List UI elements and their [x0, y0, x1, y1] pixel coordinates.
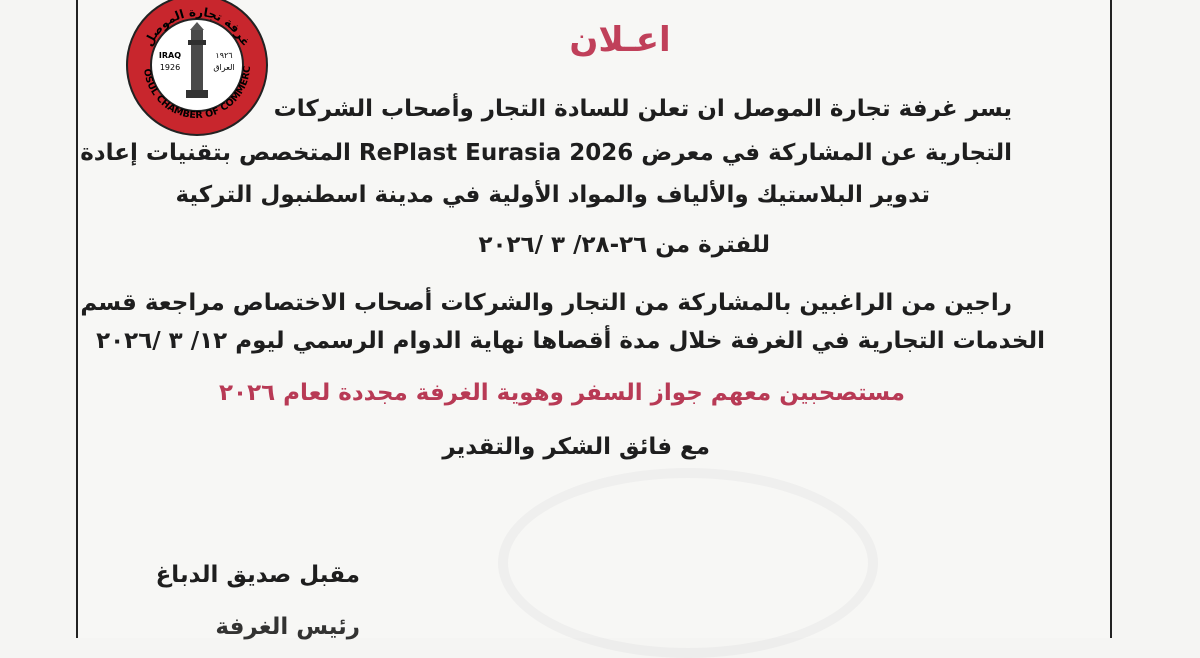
- logo-ring-text: OSUL CHAMBER OF COMMERC: [141, 65, 254, 122]
- logo-year-arabic: ١٩٢٦: [215, 51, 233, 60]
- signature-name: مقبل صديق الدباغ: [155, 562, 360, 588]
- logo-year-label: 1926: [159, 63, 181, 72]
- logo-top-text: غرفة تجارة الموصل: [141, 4, 253, 49]
- requirement-line: مستصحبين معهم جواز السفر وهوية الغرفة مجددة لعام ٢٠٢٦: [219, 380, 905, 406]
- paragraph1-line1: يسر غرفة تجارة الموصل ان تعلن للسادة التجار وأصحاب الشركات: [273, 96, 1012, 122]
- closing-line: مع فائق الشكر والتقدير: [442, 434, 710, 460]
- paragraph2-line1: راجين من الراغبين بالمشاركة من التجار والشركات أصحاب الاختصاص مراجعة قسم: [80, 290, 1012, 316]
- notice-title: اعـلان: [569, 20, 671, 60]
- paragraph1-line2: التجارية عن المشاركة في معرض RePlast Eurasia 2026 المتخصص بتقنيات إعادة: [80, 140, 1012, 166]
- logo-iraq-label: IRAQ: [158, 51, 182, 60]
- logo-country-arabic: العراق: [213, 63, 235, 72]
- mosul-chamber-logo: [124, 0, 270, 138]
- signature-title: رئيس الغرفة: [215, 614, 360, 640]
- period-line: للفترة من ٢٦-٢٨/ ٣ /٢٠٢٦: [478, 232, 770, 258]
- paragraph2-line2: الخدمات التجارية في الغرفة خلال مدة أقصاها نهاية الدوام الرسمي ليوم ١٢/ ٣ /٢٠٢٦: [96, 328, 1045, 354]
- paragraph1-line3: تدوير البلاستيك والألياف والمواد الأولية في مدينة اسطنبول التركية: [175, 182, 930, 208]
